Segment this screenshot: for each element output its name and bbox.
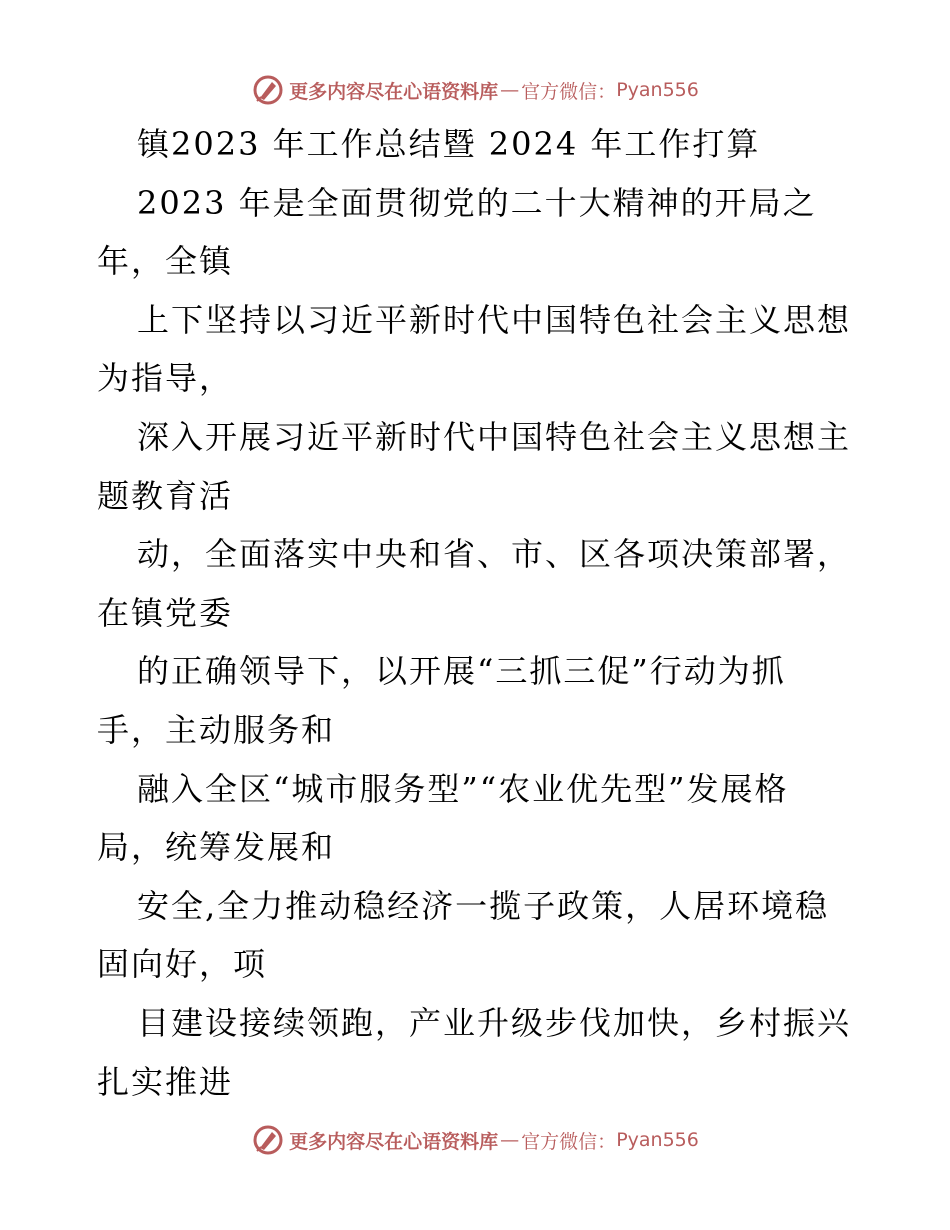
text-line: 2023 年是全面贯彻党的二十大精神的开局之 (137, 183, 817, 222)
text-line: 深入开展习近平新时代中国特色社会主义思想主 (137, 417, 852, 456)
text-line: 题教育活 (97, 476, 234, 515)
watermark-official-label: 官方微信： (521, 80, 617, 103)
text-line: 动，全面落实中央和省、市、区各项决策部署， (137, 535, 852, 574)
watermark-official-label: 官方微信： (521, 1130, 617, 1153)
watermark-wechat-id: Pyan556 (616, 1129, 699, 1151)
text-line: 手，主动服务和 (97, 710, 336, 749)
watermark-wechat-id: Pyan556 (616, 79, 699, 101)
watermark-brand: 更多内容尽在心语资料库 (289, 1130, 499, 1153)
text-line: 为指导， (97, 359, 234, 398)
pen-nib-logo-icon (251, 1123, 285, 1157)
watermark-dash: — (500, 1129, 520, 1151)
text-line: 安全,全力推动稳经济一揽子政策，人居环境稳 (137, 886, 830, 925)
text-line: 上下坚持以习近平新时代中国特色社会主义思想 (137, 300, 852, 339)
text-line: 固向好，项 (97, 945, 268, 984)
text-line: 局，统筹发展和 (97, 828, 336, 867)
text-line: 扎实推进 (97, 1062, 234, 1101)
text-line: 融入全区“城市服务型”“农业优先型”发展格 (137, 769, 789, 808)
watermark-banner-top (0, 70, 950, 110)
text-line: 的正确领导下，以开展“三抓三促”行动为抓 (137, 652, 786, 691)
text-line: 目建设接续领跑，产业升级步伐加快，乡村振兴 (137, 1003, 852, 1042)
pen-nib-logo-icon (251, 73, 285, 107)
document-body (97, 115, 857, 1111)
text-line: 年，全镇 (97, 242, 234, 281)
watermark-brand: 更多内容尽在心语资料库 (289, 80, 499, 103)
watermark-banner-bottom (0, 1120, 950, 1160)
document-title: 镇2023 年工作总结暨 2024 年工作打算 (137, 125, 761, 163)
watermark-dash: — (500, 79, 520, 101)
text-line: 在镇党委 (97, 593, 234, 632)
